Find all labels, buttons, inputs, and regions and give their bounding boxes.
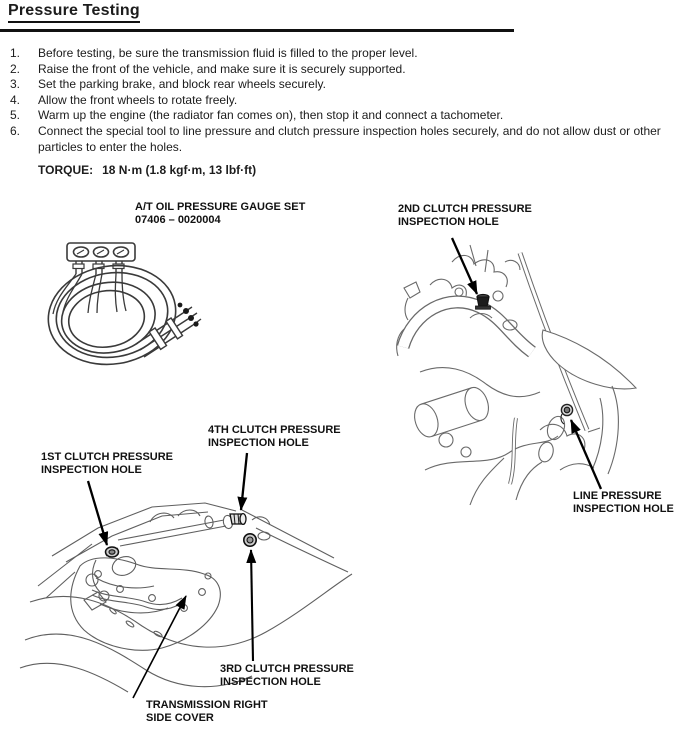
step-number: 6. bbox=[10, 123, 21, 138]
label-line: INSPECTION HOLE bbox=[220, 676, 321, 688]
label-line: 2ND CLUTCH PRESSURE bbox=[398, 203, 532, 215]
label-line: INSPECTION HOLE bbox=[41, 464, 142, 476]
arrow-3rd-clutch bbox=[251, 550, 253, 661]
label-line: 3RD CLUTCH PRESSURE bbox=[220, 663, 354, 675]
second-clutch-hole-bolt bbox=[476, 294, 491, 309]
label-2nd-clutch-pressure bbox=[398, 203, 532, 229]
arrow-1st-clutch bbox=[88, 481, 107, 545]
step-text: Before testing, be sure the transmission fluid is filled to the proper level. bbox=[38, 46, 418, 60]
step-text: Connect the special tool to line pressure and clutch pressure inspection holes securely, and do not allow dust or other particles to enter the holes. bbox=[38, 123, 661, 154]
step-text: Warm up the engine (the radiator fan comes on), then stop it and connect a tachometer. bbox=[38, 108, 504, 123]
step-number: 2. bbox=[10, 61, 21, 76]
engine-bay-illustration bbox=[397, 245, 636, 505]
step-number: 4. bbox=[10, 92, 21, 107]
label-4th-clutch-pressure bbox=[208, 424, 341, 450]
label-line: INSPECTION HOLE bbox=[398, 216, 499, 228]
label-3rd-clutch-pressure bbox=[220, 663, 354, 689]
step-number: 1. bbox=[10, 46, 21, 60]
step-text: Allow the front wheels to rotate freely. bbox=[38, 92, 238, 107]
step-number: 5. bbox=[10, 108, 21, 123]
page-title: Pressure Testing bbox=[8, 2, 140, 23]
torque-label: TORQUE: bbox=[38, 163, 94, 177]
label-1st-clutch-pressure bbox=[41, 451, 173, 477]
arrow-4th-clutch bbox=[241, 453, 247, 510]
label-line: INSPECTION HOLE bbox=[573, 503, 674, 515]
third-clutch-hole-bolt bbox=[244, 534, 256, 546]
label-line: 4TH CLUTCH PRESSURE bbox=[208, 424, 341, 436]
torque-value: 18 N·m (1.8 kgf·m, 13 lbf·ft) bbox=[102, 163, 257, 177]
gauge-set-caption bbox=[135, 201, 305, 227]
label-line: TRANSMISSION RIGHT bbox=[146, 699, 268, 711]
label-line: 1ST CLUTCH PRESSURE bbox=[41, 451, 174, 463]
fourth-clutch-hole-bolt bbox=[230, 514, 246, 525]
step-text: Raise the front of the vehicle, and make sure it is securely supported. bbox=[38, 61, 406, 76]
label-line-pressure bbox=[573, 490, 674, 516]
label-line: INSPECTION HOLE bbox=[208, 437, 309, 449]
label-transmission-side-cover bbox=[146, 699, 268, 725]
gauge-set-caption-line2: 07406 – 0020004 bbox=[135, 214, 221, 226]
label-line: LINE PRESSURE bbox=[573, 490, 662, 502]
first-clutch-hole-bolt bbox=[106, 547, 119, 557]
step-number: 3. bbox=[10, 77, 21, 92]
step-text: Set the parking brake, and block rear wheels securely. bbox=[38, 77, 326, 92]
gauge-set-illustration bbox=[41, 243, 201, 373]
gauge-set-caption-line1: A/T OIL PRESSURE GAUGE SET bbox=[135, 201, 306, 213]
label-line: SIDE COVER bbox=[146, 712, 214, 724]
